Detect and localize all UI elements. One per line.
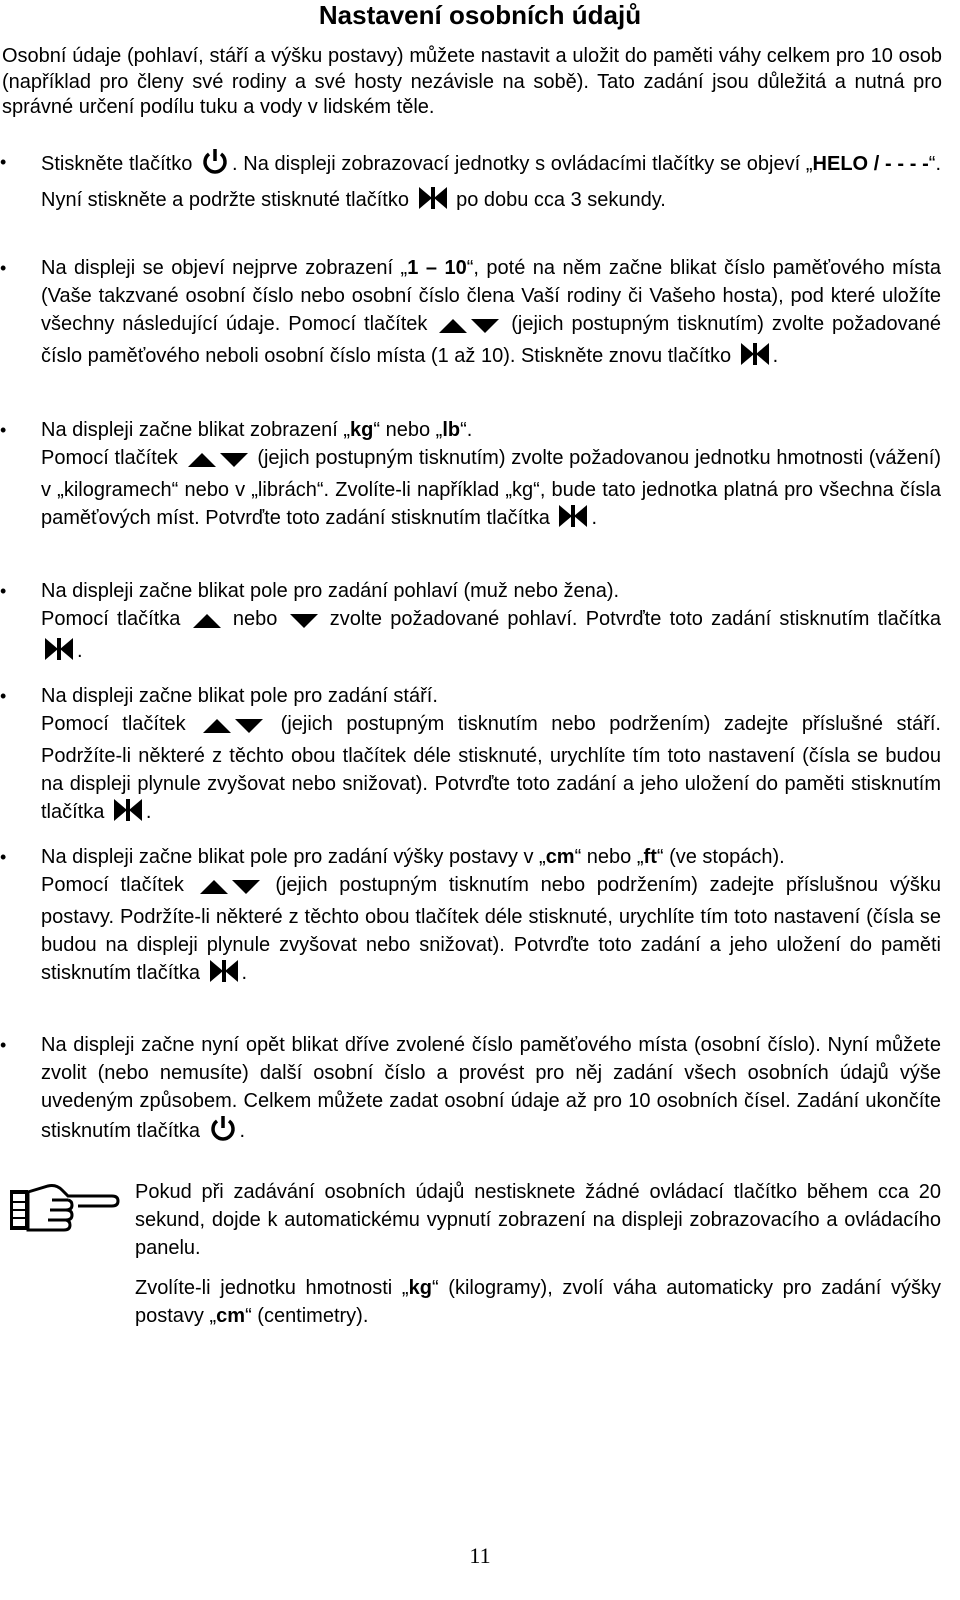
note-units: Zvolíte-li jednotku hmotnosti „kg“ (kilogramy), zvolí váha automaticky pro zadání výšky postavy „cm“ (centimetry). [135,1277,941,1327]
bullet: • [0,152,7,172]
bullet: • [0,258,7,278]
bullet: • [0,1035,7,1055]
up-arrow-icon [192,609,222,637]
note-auto-off: Pokud při zadávání osobních údajů nestisknete žádné ovládací tlačítko během cca 20 sekund, dojde k automatickému vypnutí zobrazení na displeji zobrazovacího a ovládacího panelu. [135,1181,941,1259]
bullet: • [0,686,7,706]
page-title: Nastavení osobních údajů [318,0,642,30]
bullet: • [0,420,7,440]
intro-paragraph: Osobní údaje (pohlaví, stáří a výšku postavy) můžete nastavit a uložit do paměti váhy celkem pro 10 osob (například pro členy své rodiny a své hosty nezávisle na sobě). Tato zadání jsou důležitá a nutná pro správné určení podílu tuku a vody v lidském těle. [2,45,942,118]
set-button-icon [740,342,770,374]
bullet: • [0,847,7,867]
manual-page: Nastavení osobních údajů Osobní údaje (pohlaví, stáří a výšku postavy) můžete nastavit a uložit do paměti váhy celkem pro 10 osob (například pro členy své rodiny a své hosty nezávisle na sobě). Tato zadání jsou důležitá a nutná pro správné určení podílu tuku a vody v lidském těle. • Stiskněte tlačítko . Na displeji zobrazovací jednotky s ovládacími tlačítky se objeví „HELO / - - - -“. Nyní stiskněte a podržte stisknuté tlačítko po dobu cca 3 sekundy. • Na displeji se objeví nejprve zobrazení „1 – 10“, poté na něm začne blikat číslo paměťového místa (Vaše takzvané osobní číslo nebo osobní číslo člena Vaší rodiny či Vašeho hosta), pod které uložíte všechny následující údaje. Pomocí tlačítek (jejich postupným tisknutím) zvolte požadované číslo paměťového neboli osobní číslo místa (1 až 10). Stiskněte znovu tlačítko . • Na displeji začne blikat zobrazení „kg“ nebo „lb“. Pomocí tlačítek (jejich postupným tisknutím) zvolte požadovanou jednotku hmotnosti (vážení) v „kilogramech“ nebo v „librách“. Zvolíte-li například „kg“, bude tato jednotka platná pro všechna čísla paměťových míst. Potvrďte toto zadání stisknutím tlačítka . • Na displeji začne blikat pole pro zadání pohlaví (muž nebo žena). Pomocí tlačítka nebo zvolte požadované pohlaví. Potvrďte toto zadání stisknutím tlačítka . • Na displeji začne blikat pole pro zadání stáří. Pomocí tlačítek (jejich postupným tisknutím nebo podržením) zadejte příslušné stáří. Podržíte-li některé z těchto obou tlačítek déle stisknuté, urychlíte tím toto nastavení (čísla se budou na displeji plynule zvyšovat nebo snižovat). Potvrďte toto zadání a jeho uložení do paměti stisknutím tlačítka . • Na displeji začne blikat pole pro zadání výšky postavy v „cm“ nebo „ft“ (ve stopách). Pomocí tlačítek (jejich postupným tisknutím nebo podržením) zadejte příslušnou výšku postavy. Podržíte-li některé z těchto obou tlačítek déle stisknuté, urychlíte tím toto nastavení (čísla se budou na displeji plynule zvyšovat nebo snižovat). Potvrďte toto zadání a jeho uložení do paměti stisknutím tlačítka . • Na displeji začne nyní opět blikat dříve zvolené číslo paměťového místa (osobní číslo). Nyní můžete zvolit (nebo nemusíte) další osobní číslo a provést pro něj zadání všech osobních údajů výše uvedeným způsobem. Celkem můžete zadat osobní údaje až pro 10 osobních čísel. Zadání ukončíte stisknutím tlačítka . Pokud při zadávání osobních údajů nestisknete žádné ovládací tlačítko během cca 20 sekund, dojde k automatickému vypnutí zobrazení na displeji zobrazovacího a ovládacího panelu. Zvolíte-li jednotku hmotnosti „kg“ (kilogramy), zvolí váha automaticky pro zadání výšky postavy „cm“ (centimetry). 11 [0,0,960,1600]
power-icon [201,148,229,184]
set-button-icon [113,798,143,830]
up-down-arrows-icon [187,448,249,476]
page-number: 11 [469,1543,491,1568]
set-button-icon [44,637,74,669]
bullet: • [0,581,7,601]
up-down-arrows-icon [438,314,500,342]
power-icon [209,1115,237,1149]
set-button-icon [209,959,239,991]
pointing-hand-icon [8,1180,120,1245]
down-arrow-icon [289,609,319,637]
set-button-icon [558,504,588,536]
up-down-arrows-icon [202,714,264,742]
up-down-arrows-icon [199,875,261,903]
set-button-icon [418,186,448,220]
